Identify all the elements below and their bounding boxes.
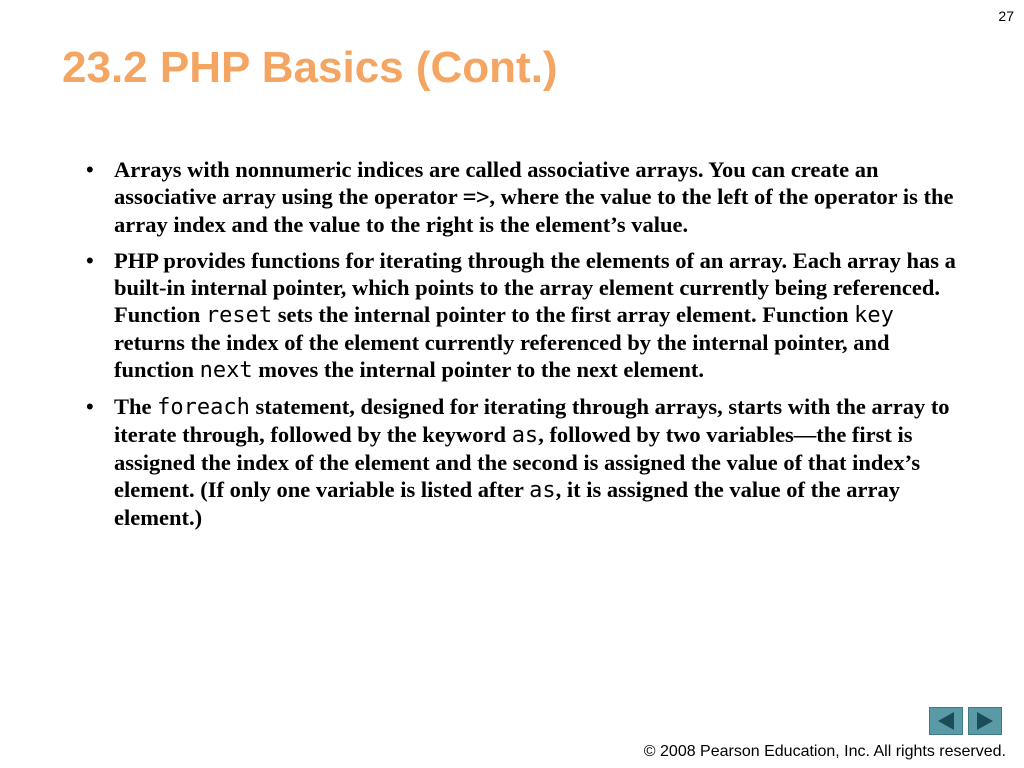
bullet-text: moves the internal pointer to the next element.	[252, 357, 704, 382]
bullet-marker: •	[86, 157, 94, 182]
bullet-list	[86, 156, 966, 540]
bullet-marker: •	[86, 394, 94, 419]
bullet-item-associative-arrays	[86, 156, 966, 238]
bullet-text: Arrays with nonnumeric indices are called associative arrays. You can create an associative array using the operator	[114, 157, 879, 209]
bullet-text: , where the value to the left of the operator is the array index and the value to the right is the element’s value.	[114, 184, 954, 237]
code-as: as	[511, 423, 539, 448]
previous-slide-button[interactable]	[929, 707, 963, 735]
bullet-text: statement, designed for iterating through arrays, starts with the array to iterate through, followed by the keyword	[114, 394, 950, 447]
bullet-text: PHP provides functions for iterating through the elements of an array. Each array has a built-in internal pointer, which points to the array element currently being referenced. Function	[114, 248, 956, 327]
slide-navigation	[929, 707, 1002, 735]
code-as: as	[529, 478, 556, 503]
code-foreach: foreach	[157, 395, 250, 420]
triangle-right-icon	[977, 712, 993, 730]
copyright-footer: © 2008 Pearson Education, Inc. All rights reserved.	[643, 743, 1006, 760]
code-key: key	[854, 303, 894, 328]
bullet-text: sets the internal pointer to the first array element. Function	[272, 302, 855, 327]
bullet-text: , followed by two variables—the first is assigned the index of the element and the second is assigned the value of that index’s element. (If only one variable is listed after	[114, 422, 921, 502]
slide-number: 27	[998, 8, 1014, 24]
bullet-text: The	[114, 394, 158, 419]
triangle-left-icon	[938, 712, 954, 730]
bullet-text: returns the index of the element currently referenced by the internal pointer, and function	[114, 330, 890, 382]
code-operator-arrow: =>	[462, 185, 490, 210]
bullet-marker: •	[86, 248, 94, 273]
bullet-text: , it is assigned the value of the array element.)	[114, 477, 900, 530]
code-next: next	[199, 358, 253, 383]
slide-title: 23.2 PHP Basics (Cont.)	[62, 43, 558, 92]
bullet-item-foreach	[86, 393, 966, 531]
next-slide-button[interactable]	[968, 707, 1002, 735]
code-reset: reset	[205, 303, 273, 328]
bullet-item-iteration-functions	[86, 247, 966, 384]
